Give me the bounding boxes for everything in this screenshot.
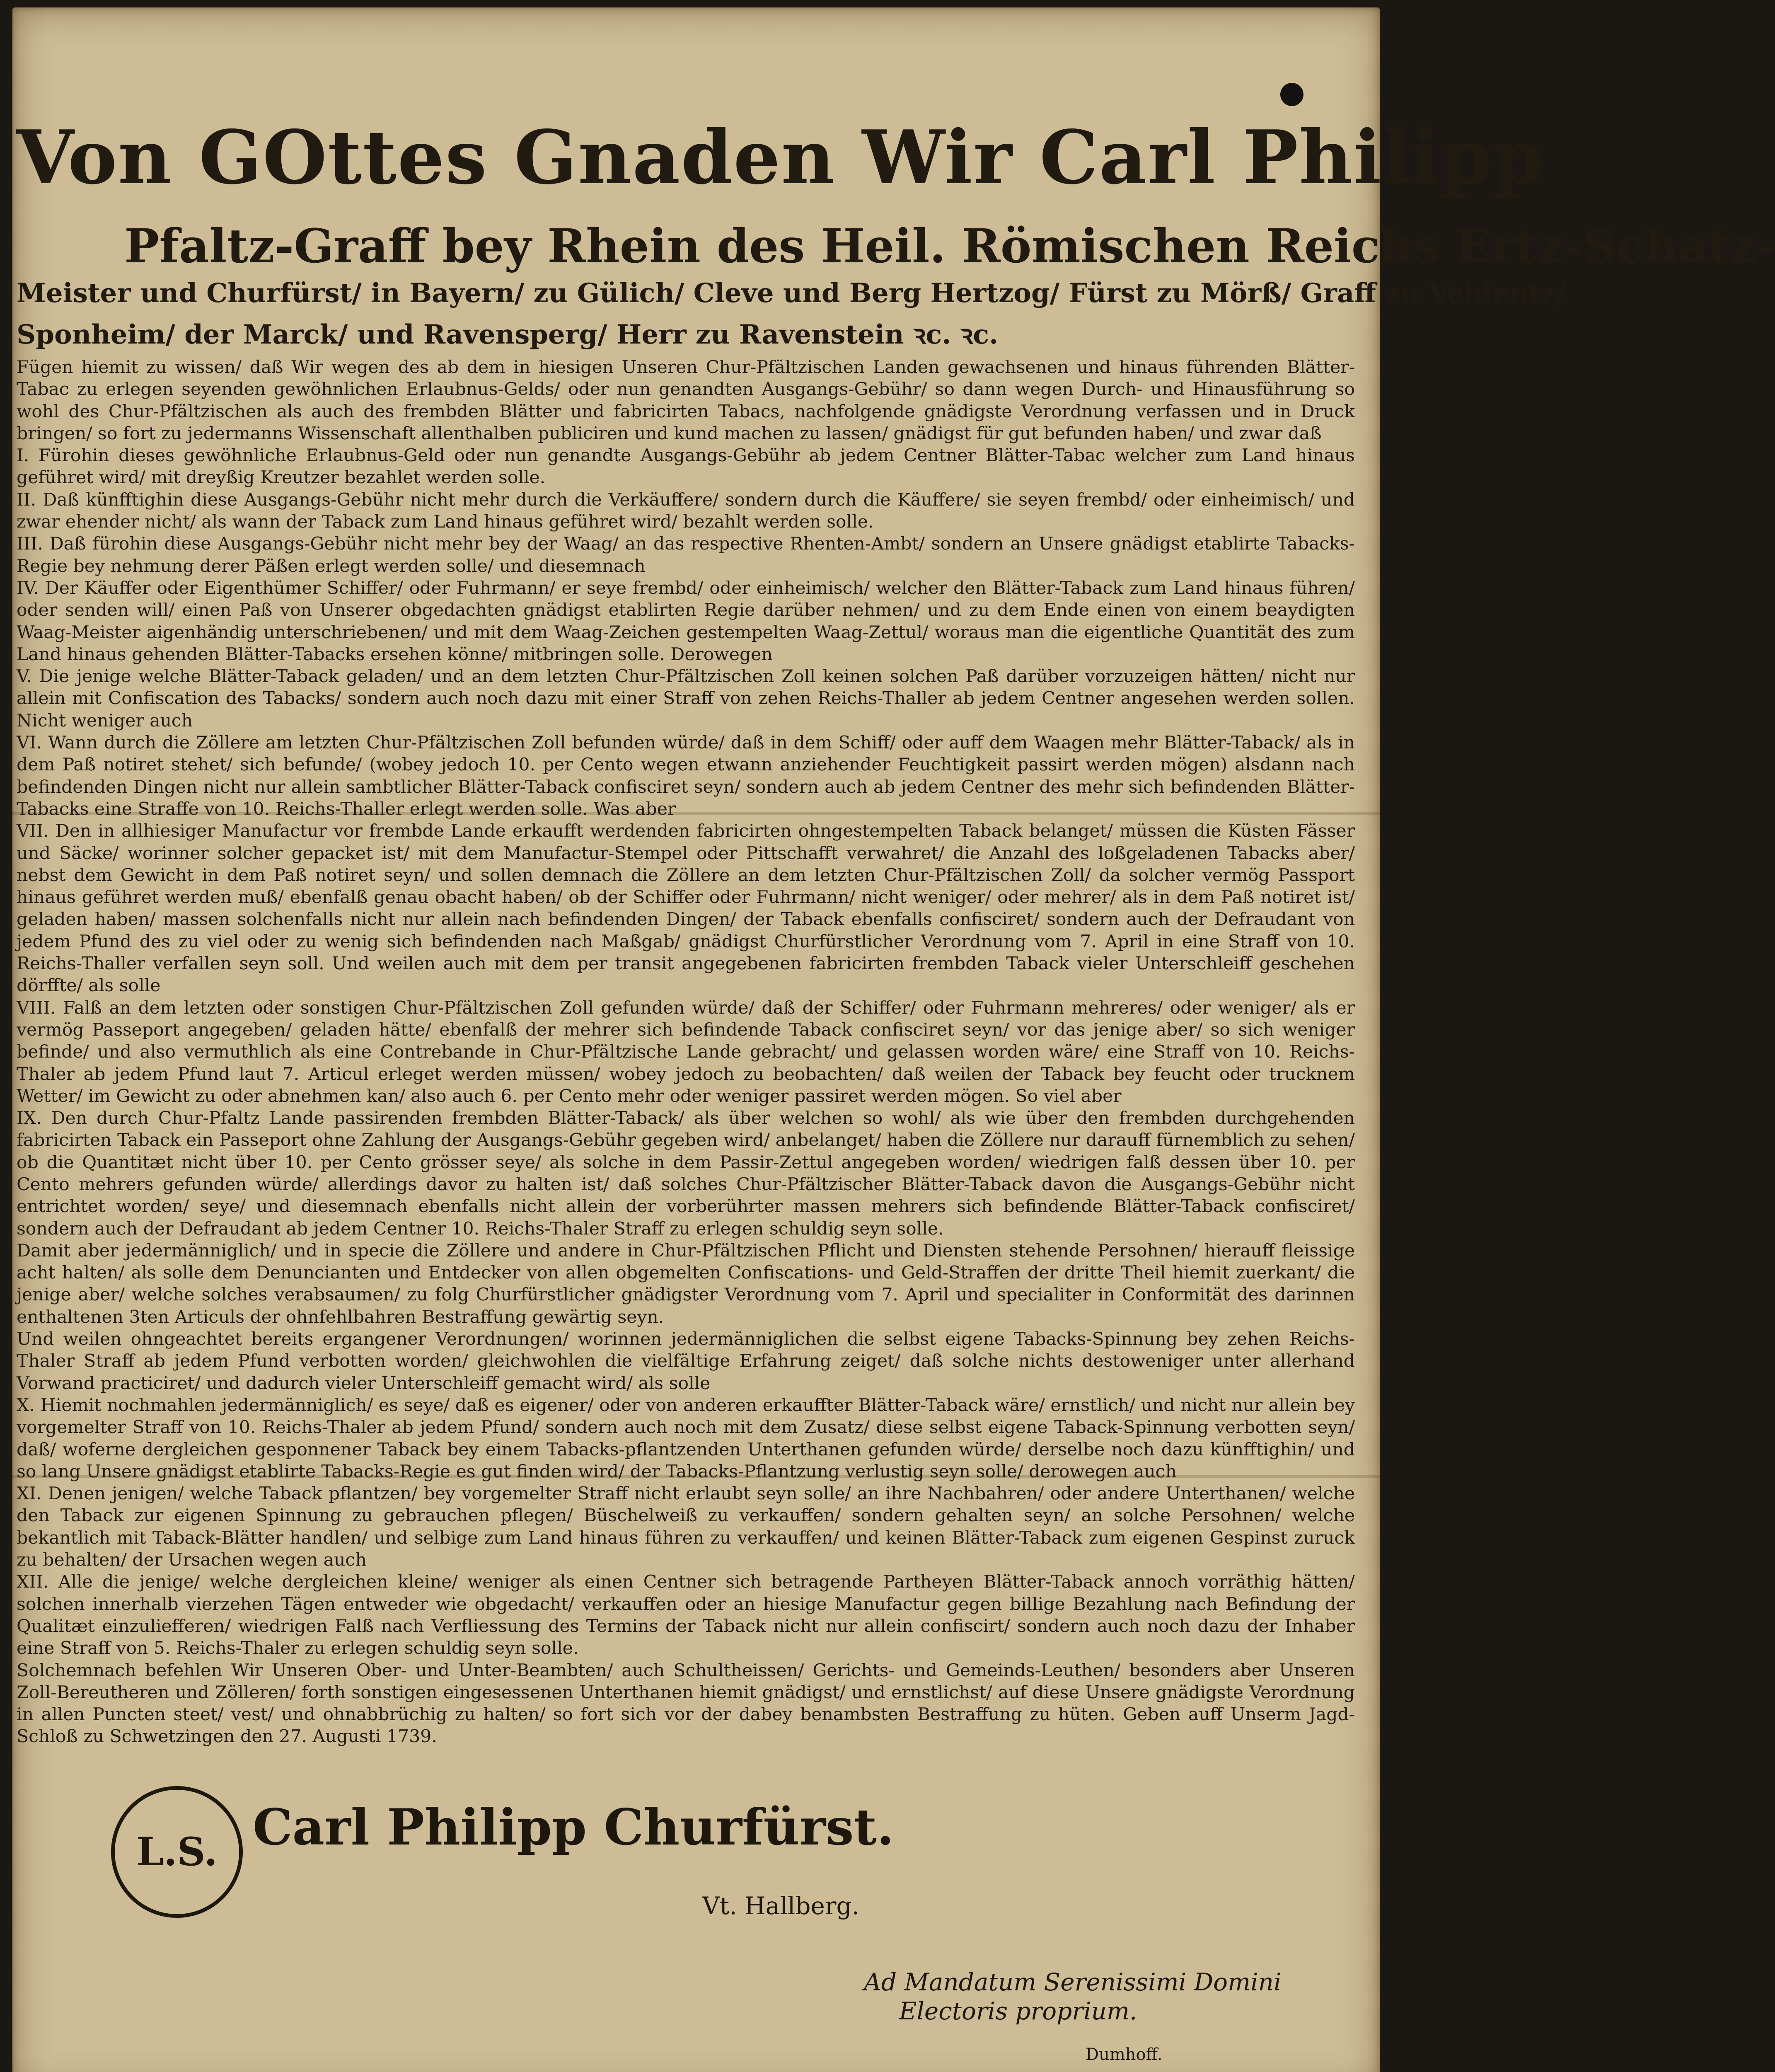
document-body [17, 356, 1355, 1748]
paragraph-intro: Fügen hiemit zu wissen/ daß Wir wegen des ab dem in hiesigen Unseren Chur-Pfältzischen Landen gewachsenen und hinaus führenden Blätter-Tabac zu erlegen seyenden gewöhnlichen Erlaubnus-Gelds/ oder nun genandten Ausgangs-Gebühr/ so dann wegen Durch- und Hinausführung so wohl des Chur-Pfältzischen als auch des frembden Blätter und fabricirten Tabacs, nachfolgende gnädigste Verordnung verfassen und in Druck bringen/ so fort zu jedermanns Wissenschaft allenthalben publiciren und kund machen zu lassen/ gnädigst für gut befunden haben/ und zwar daß [17, 357, 1355, 444]
paragraph-article-1: I. Fürohin dieses gewöhnliche Erlaubnus-Geld oder nun genandte Ausgangs-Gebühr ab jedem Centner Blätter-Tabac welcher zum Land hinaus geführet wird/ mit dreyßig Kreutzer bezahlet werden solle. [17, 445, 1355, 488]
seal-ls: L.S. [111, 1786, 243, 1918]
document-title: Von GOttes Gnaden Wir Carl Philipp [17, 114, 1545, 201]
paragraph-article-12: XII. Alle die jenige/ welche dergleichen kleine/ weniger als einen Centner sich betragende Partheyen Blätter-Taback annoch vorräthig hätten/ solchen innerhalb vierzehen Tägen entweder wie obgedacht/ verkauffen oder an hiesige Manufactur gegen billige Bezahlung nach Befindung der Qualitæt einzuliefferen/ wiedrigen Falß nach Verfliessung des Termins der Taback nicht nur allein confiscirt/ sondern auch noch dazu der Inhaber eine Straff von 5. Reichs-Thaler zu erlegen schuldig seyn solle. [17, 1572, 1355, 1659]
paragraph-article-9: IX. Den durch Chur-Pfaltz Lande passirenden frembden Blätter-Taback/ als über welchen so wohl/ als wie über den frembden durchgehenden fabricirten Taback ein Passeport ohne Zahlung der Ausgangs-Gebühr gegeben wird/ anbelanget/ haben die Zöllere nur darauff fürnemblich zu sehen/ ob die Quantitæt nicht über 10. per Cento grösser seye/ als solche in dem Passir-Zettul angegeben worden/ wiedrigen falß dessen über 10. per Cento mehrers gefunden würde/ allerdings davor zu halten ist/ daß solches Chur-Pfältzischer Blätter-Taback davon die Ausgangs-Gebühr nicht entrichtet worden/ seye/ und diesemnach ebenfalls nicht allein der vorberührter massen mehrers sich befindende Blätter-Taback confisciret/ sondern auch der Defraudant ab jedem Centner 10. Reichs-Thaler Straff zu erlegen schuldig seyn solle. [17, 1108, 1355, 1239]
paragraph-closing: Solchemnach befehlen Wir Unseren Ober- und Unter-Beambten/ auch Schultheissen/ Gerichts- und Gemeinds-Leuthen/ besonders aber Unseren Zoll-Bereutheren und Zölleren/ forth sonstigen eingesessenen Unterthanen hiemit gnädigst/ und ernstlichst/ auf diese Unsere gnädigste Verordnung in allen Puncten steet/ vest/ und ohnabbrüchig zu halten/ so fort sich vor der dabey benambsten Bestraffung zu hüten. Geben auff Unserm Jagd-Schloß zu Schwetzingen den 27. Augusti 1739. [17, 1660, 1355, 1747]
paragraph-article-3: III. Daß fürohin diese Ausgangs-Gebühr nicht mehr bey der Waag/ an das respective Rhenten-Ambt/ sondern an Unsere gnädigst etablirte Tabacks-Regie bey nehmung derer Päßen erlegt werden solle/ und diesemnach [17, 534, 1355, 576]
subtitle-line-2: Meister und Churfürst/ in Bayern/ zu Gülich/ Cleve und Berg Hertzog/ Fürst zu Mörß/ Graff zu Veldentz/ [17, 278, 1566, 309]
paragraph-damit: Damit aber jedermänniglich/ und in specie die Zöllere und andere in Chur-Pfältzischen Pflicht und Diensten stehende Persohnen/ hierauff fleissige acht halten/ als solle dem Denuncianten und Entdecker von allen obgemelten Confiscations- und Geld-Straffen der dritte Theil hiemit zuerkant/ die jenige aber/ welche solches verabsaumen/ zu folg Churfürstlicher gnädigster Verordnung vom 7. April und specialiter in Conformität des darinnen enthaltenen 3ten Articuls der ohnfehlbahren Bestraffung gewärtig seyn. [17, 1240, 1355, 1327]
mandate-line-2: Electoris proprium. [899, 1997, 1137, 2025]
paragraph-und-weilen: Und weilen ohngeachtet bereits ergangener Verordnungen/ worinnen jedermänniglichen die selbst eigene Tabacks-Spinnung bey zehen Reichs-Thaler Straff ab jedem Pfund verbotten worden/ gleichwohlen die vielfältige Erfahrung zeiget/ daß solche nichts destoweniger unter allerhand Vorwand practiciret/ und dadurch vieler Unterschleiff gemacht wird/ als solle [17, 1329, 1355, 1394]
subtitle-line-1: Pfaltz-Graff bey Rhein des Heil. Römischen Reichs Ertz-Schatz- [124, 219, 1775, 274]
paragraph-article-5: V. Die jenige welche Blätter-Taback geladen/ und an dem letzten Chur-Pfältzischen Zoll keinen solchen Paß darüber vorzuzeigen hätten/ nicht nur allein mit Confiscation des Tabacks/ sondern auch noch dazu mit einer Straff von zehen Reichs-Thaller ab jedem Centner angesehen werden sollen. Nicht weniger auch [17, 666, 1355, 731]
signature: Carl Philipp Churfürst. [253, 1798, 894, 1857]
secretary-signature: Dumhoff. [1086, 2045, 1163, 2064]
punch-hole [1280, 83, 1303, 106]
paragraph-article-11: XI. Denen jenigen/ welche Taback pflantzen/ bey vorgemelter Straff nicht erlaubt seyn solle/ an ihre Nachbahren/ oder andere Unterthanen/ welche den Taback zur eigenen Spinnung zu gebrauchen pflegen/ Büschelweiß zu verkauffen/ sondern gehalten seyn/ an solche Persohnen/ welche bekantlich mit Taback-Blätter handlen/ und selbige zum Land hinaus führen zu verkauffen/ und keinen Blätter-Taback zum eigenen Gespinst zuruck zu behalten/ der Ursachen wegen auch [17, 1484, 1355, 1571]
paragraph-article-6: VI. Wann durch die Zöllere am letzten Chur-Pfältzischen Zoll befunden würde/ daß in dem Schiff/ oder auff dem Waagen mehr Blätter-Taback/ als in dem Paß notiret stehet/ sich befunde/ (wobey jedoch 10. per Cento wegen etwann anziehender Feuchtigkeit passirt werden mögen) alsdann nach befindenden Dingen nicht nur allein sambtlicher Blätter-Taback confisciret seyn/ sondern auch ab jedem Centner des mehr sich befindenden Blätter-Tabacks eine Straffe von 10. Reichs-Thaller erlegt werden solle. Was aber [17, 733, 1355, 819]
paragraph-article-10: X. Hiemit nochmahlen jedermänniglich/ es seye/ daß es eigener/ oder von anderen erkauffter Blätter-Taback wäre/ ernstlich/ und nicht nur allein bey vorgemelter Straff von 10. Reichs-Thaler ab jedem Pfund/ sondern auch noch mit dem Zusatz/ diese selbst eigene Taback-Spinnung verbotten seyn/ daß/ woferne dergleichen gesponnener Taback bey einem Tabacks-pflantzenden Unterthanen gefunden würde/ derselbe noch dazu künfftighin/ und so lang Unsere gnädigst etablirte Tabacks-Regie es gut finden wird/ der Tabacks-Pflantzung verlustig seyn solle/ derowegen auch [17, 1395, 1355, 1482]
paragraph-article-2: II. Daß künfftighin diese Ausgangs-Gebühr nicht mehr durch die Verkäuffere/ sondern durch die Käuffere/ sie seyen frembd/ oder einheimisch/ und zwar ehender nicht/ als wann der Taback zum Land hinaus geführet wird/ bezahlt werden solle. [17, 489, 1355, 533]
paragraph-article-8: VIII. Falß an dem letzten oder sonstigen Chur-Pfältzischen Zoll gefunden würde/ daß der Schiffer/ oder Fuhrmann mehreres/ oder weniger/ als er vermög Passeport angegeben/ geladen hätte/ ebenfalß der mehrer sich befindende Taback confisciret seyn/ vor das jenige aber/ so sich weniger befinde/ und also vermuthlich als eine Contrebande in Chur-Pfältzische Lande gebracht/ und gelassen worden wäre/ eine Straff von 10. Reichs-Thaler ab jedem Pfund laut 7. Articul erleget werden müssen/ wobey jedoch zu beobachten/ daß weilen der Taback bey feucht oder trucknem Wetter/ im Gewicht zu oder abnehmen kan/ also auch 6. per Cento mehr oder weniger passiret werden mögen. So viel aber [17, 997, 1355, 1106]
paragraph-article-4: IV. Der Käuffer oder Eigenthümer Schiffer/ oder Fuhrmann/ er seye frembd/ oder einheimisch/ welcher den Blätter-Taback zum Land hinaus führen/ oder senden will/ einen Paß von Unserer obgedachten gnädigst etablirten Regie darüber nehmen/ und zu dem Ende einen von einem beaydigten Waag-Meister aigenhändig unterschriebenen/ und mit dem Waag-Zeichen gestempelten Waag-Zettul/ woraus man die eigentliche Quantität des zum Land hinaus gehenden Blätter-Tabacks ersehen könne/ mitbringen solle. Derowegen [17, 578, 1355, 665]
subtitle-line-3: Sponheim/ der Marck/ und Ravensperg/ Herr zu Ravenstein ꝛc. ꝛc. [17, 319, 999, 350]
countersign: Vt. Hallberg. [702, 1892, 860, 1920]
mandate-line-1: Ad Mandatum Serenissimi Domini [864, 1968, 1282, 1996]
paragraph-article-7: VII. Den in allhiesiger Manufactur vor frembde Lande erkaufft werdenden fabricirten ohngestempelten Taback belanget/ müssen die Küsten Fässer und Säcke/ worinner solcher gepacket ist/ mit dem Manufactur-Stempel oder Pittschafft verwahret/ die Anzahl des loßgeladenen Tabacks aber/ nebst dem Gewicht in dem Paß notiret seyn/ und sollen demnach die Zöllere an dem letzten Chur-Pfältzischen Zoll/ da solcher vermög Passport hinaus geführet werden muß/ ebenfalß genau obacht haben/ ob der Schiffer oder Fuhrmann/ nicht weniger/ oder mehrer/ als in dem Paß notiret ist/ geladen haben/ massen solchenfalls nicht nur allein nach befindenden Dingen/ der Taback ebenfalls confisciret/ sondern auch der Defraudant von jedem Pfund des zu viel oder zu wenig sich befindenden nach Maßgab/ gnädigst Churfürstlicher Verordnung vom 7. April in eine Straff von 10. Reichs-Thaller verfallen seyn soll. Und weilen auch mit dem per transit angegebenen fabricirten frembden Taback vieler Unterschleiff geschehen dörffte/ als solle [17, 821, 1355, 996]
